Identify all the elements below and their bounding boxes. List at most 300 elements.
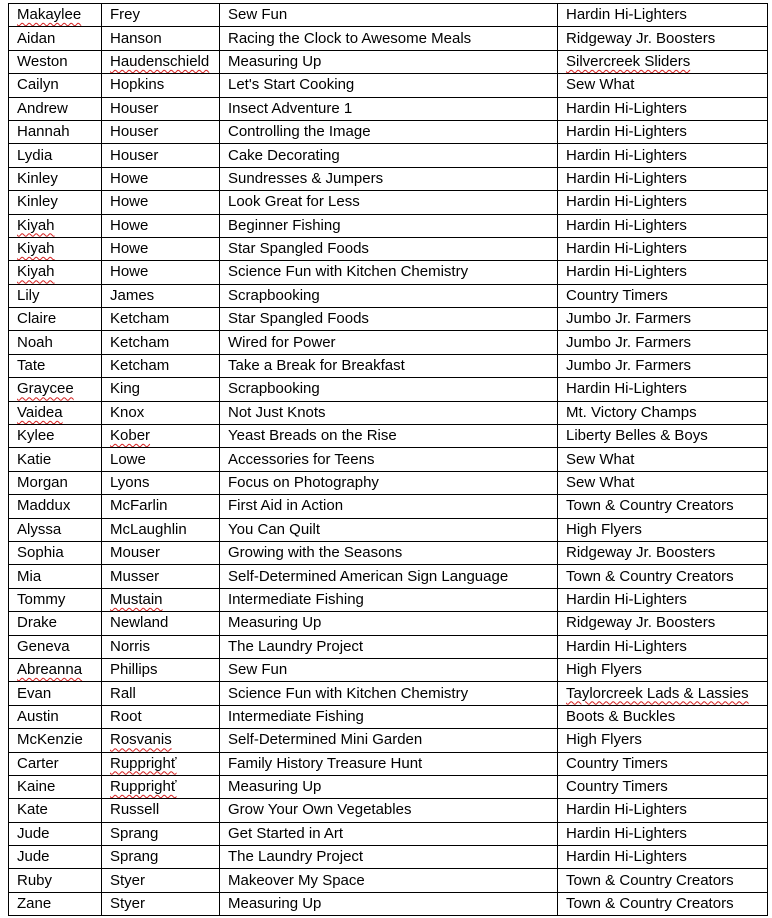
cell-project (220, 425, 558, 448)
cell-project (220, 401, 558, 424)
last-name-text: Musser (110, 567, 160, 585)
cell-last-name (102, 775, 220, 798)
first-name-text: Sophia (17, 544, 64, 562)
club-text: High Flyers (566, 661, 642, 679)
cell-project (220, 495, 558, 518)
last-name-text: James (110, 286, 155, 304)
first-name-text: Kaine (17, 778, 56, 796)
first-name-text: Carter (17, 754, 59, 772)
club-text: High Flyers (566, 520, 642, 538)
cell-first-name (9, 799, 102, 822)
cell-first-name (9, 191, 102, 214)
cell-project (220, 50, 558, 73)
table-row (9, 50, 768, 73)
cell-project (220, 237, 558, 260)
cell-club (558, 635, 768, 658)
cell-club (558, 565, 768, 588)
cell-last-name (102, 752, 220, 775)
last-name-text: Rupprighť (110, 754, 177, 772)
cell-club (558, 775, 768, 798)
cell-last-name (102, 308, 220, 331)
first-name-text: Kinley (17, 169, 58, 187)
cell-first-name (9, 4, 102, 27)
cell-last-name (102, 799, 220, 822)
last-name-text: Phillips (110, 661, 158, 679)
cell-club (558, 4, 768, 27)
table-row (9, 729, 768, 752)
cell-first-name (9, 167, 102, 190)
cell-last-name (102, 214, 220, 237)
project-text: Sew Fun (228, 6, 288, 24)
cell-first-name (9, 892, 102, 915)
club-text: Ridgeway Jr. Boosters (566, 614, 716, 632)
first-name-text: Noah (17, 333, 53, 351)
cell-last-name (102, 588, 220, 611)
cell-project (220, 261, 558, 284)
last-name-text: Howe (110, 169, 149, 187)
cell-last-name (102, 378, 220, 401)
project-text: Grow Your Own Vegetables (228, 801, 412, 819)
last-name-text: King (110, 380, 141, 398)
cell-club (558, 588, 768, 611)
last-name-text: Ketcham (110, 333, 170, 351)
last-name-text: Root (110, 707, 142, 725)
cell-project (220, 775, 558, 798)
cell-club (558, 846, 768, 869)
cell-first-name (9, 635, 102, 658)
cell-last-name (102, 658, 220, 681)
cell-first-name (9, 822, 102, 845)
cell-club (558, 261, 768, 284)
table-row (9, 846, 768, 869)
cell-project (220, 541, 558, 564)
cell-first-name (9, 261, 102, 284)
last-name-text: Howe (110, 240, 149, 258)
cell-club (558, 120, 768, 143)
first-name-text: Jude (17, 824, 50, 842)
cell-club (558, 214, 768, 237)
project-text: Yeast Breads on the Rise (228, 427, 397, 445)
project-text: Not Just Knots (228, 403, 326, 421)
project-text: Beginner Fishing (228, 216, 341, 234)
first-name-text: Andrew (17, 99, 68, 117)
first-name-text: Maddux (17, 497, 71, 515)
table-row (9, 705, 768, 728)
project-text: Makeover My Space (228, 871, 365, 889)
cell-last-name (102, 354, 220, 377)
first-name-text: Hannah (17, 123, 70, 141)
club-text: Ridgeway Jr. Boosters (566, 29, 716, 47)
cell-first-name (9, 658, 102, 681)
cell-last-name (102, 565, 220, 588)
first-name-text: Aidan (17, 29, 56, 47)
first-name-text: Evan (17, 684, 52, 702)
club-text: Liberty Belles & Boys (566, 427, 708, 445)
cell-project (220, 518, 558, 541)
cell-first-name (9, 74, 102, 97)
cell-first-name (9, 846, 102, 869)
table-row (9, 237, 768, 260)
cell-club (558, 144, 768, 167)
club-text: Town & Country Creators (566, 871, 734, 889)
project-text: Cake Decorating (228, 146, 340, 164)
club-text: Boots & Buckles (566, 707, 676, 725)
table-row (9, 308, 768, 331)
cell-first-name (9, 378, 102, 401)
club-text: Hardin Hi-Lighters (566, 99, 687, 117)
project-text: Take a Break for Breakfast (228, 357, 405, 375)
cell-project (220, 378, 558, 401)
cell-last-name (102, 612, 220, 635)
last-name-text: Haudenschield (110, 52, 210, 70)
cell-club (558, 705, 768, 728)
club-text: Hardin Hi-Lighters (566, 263, 687, 281)
project-text: Measuring Up (228, 895, 322, 913)
cell-project (220, 331, 558, 354)
cell-last-name (102, 635, 220, 658)
cell-last-name (102, 74, 220, 97)
first-name-text: Lily (17, 286, 40, 304)
cell-project (220, 658, 558, 681)
first-name-text: Ruby (17, 871, 53, 889)
project-text: Intermediate Fishing (228, 590, 364, 608)
cell-first-name (9, 214, 102, 237)
first-name-text: Kiyah (17, 240, 55, 258)
table-row (9, 799, 768, 822)
last-name-text: Houser (110, 123, 159, 141)
cell-first-name (9, 682, 102, 705)
table-row (9, 214, 768, 237)
table-row (9, 120, 768, 143)
first-name-text: Geneva (17, 637, 70, 655)
cell-club (558, 74, 768, 97)
cell-club (558, 27, 768, 50)
club-text: Silvercreek Sliders (566, 52, 691, 70)
first-name-text: Graycee (17, 380, 74, 398)
project-text: Get Started in Art (228, 824, 344, 842)
cell-first-name (9, 541, 102, 564)
project-text: Measuring Up (228, 778, 322, 796)
table-row (9, 27, 768, 50)
cell-last-name (102, 425, 220, 448)
table-row (9, 401, 768, 424)
cell-first-name (9, 97, 102, 120)
cell-last-name (102, 892, 220, 915)
cell-project (220, 799, 558, 822)
cell-first-name (9, 588, 102, 611)
project-text: The Laundry Project (228, 848, 364, 866)
first-name-text: Tommy (17, 590, 66, 608)
last-name-text: Hanson (110, 29, 162, 47)
project-text: First Aid in Action (228, 497, 344, 515)
cell-last-name (102, 869, 220, 892)
project-text: Measuring Up (228, 614, 322, 632)
cell-club (558, 97, 768, 120)
cell-first-name (9, 144, 102, 167)
cell-last-name (102, 120, 220, 143)
cell-first-name (9, 869, 102, 892)
first-name-text: Cailyn (17, 76, 59, 94)
last-name-text: Sprang (110, 824, 159, 842)
cell-first-name (9, 729, 102, 752)
table-row (9, 518, 768, 541)
first-name-text: Drake (17, 614, 58, 632)
cell-last-name (102, 284, 220, 307)
table-row (9, 822, 768, 845)
project-text: The Laundry Project (228, 637, 364, 655)
first-name-text: Kate (17, 801, 48, 819)
cell-last-name (102, 541, 220, 564)
first-name-text: Tate (17, 357, 46, 375)
cell-last-name (102, 822, 220, 845)
cell-last-name (102, 401, 220, 424)
cell-project (220, 612, 558, 635)
club-text: Country Timers (566, 286, 668, 304)
cell-club (558, 752, 768, 775)
cell-first-name (9, 471, 102, 494)
cell-last-name (102, 682, 220, 705)
table-row (9, 331, 768, 354)
cell-project (220, 682, 558, 705)
cell-project (220, 97, 558, 120)
last-name-text: Norris (110, 637, 150, 655)
club-text: Ridgeway Jr. Boosters (566, 544, 716, 562)
first-name-text: Kylee (17, 427, 55, 445)
cell-last-name (102, 167, 220, 190)
cell-last-name (102, 495, 220, 518)
cell-club (558, 869, 768, 892)
last-name-text: Hopkins (110, 76, 165, 94)
last-name-text: Lyons (110, 474, 150, 491)
project-text: Measuring Up (228, 52, 322, 70)
cell-first-name (9, 565, 102, 588)
club-text: Jumbo Jr. Farmers (566, 310, 692, 328)
cell-club (558, 822, 768, 845)
first-name-text: Austin (17, 707, 59, 725)
table-row (9, 471, 768, 494)
cell-first-name (9, 495, 102, 518)
last-name-text: Lowe (110, 450, 146, 468)
last-name-text: Frey (110, 6, 140, 24)
table-row (9, 658, 768, 681)
cell-first-name (9, 425, 102, 448)
last-name-text: Kober (110, 427, 151, 445)
project-text: Science Fun with Kitchen Chemistry (228, 684, 469, 702)
club-text: Hardin Hi-Lighters (566, 146, 687, 164)
club-text: Town & Country Creators (566, 497, 734, 515)
cell-project (220, 308, 558, 331)
first-name-text: Kiyah (17, 263, 55, 281)
cell-project (220, 822, 558, 845)
table-row (9, 869, 768, 892)
last-name-text: Styer (110, 895, 146, 913)
last-name-text: Mouser (110, 544, 161, 562)
last-name-text: Rall (110, 684, 136, 702)
table-row (9, 74, 768, 97)
cell-club (558, 50, 768, 73)
project-text: Scrapbooking (228, 380, 320, 398)
first-name-text: Alyssa (17, 520, 62, 538)
project-text: Self-Determined Mini Garden (228, 731, 423, 749)
cell-club (558, 167, 768, 190)
club-text: Jumbo Jr. Farmers (566, 357, 692, 375)
cell-last-name (102, 729, 220, 752)
table-row (9, 425, 768, 448)
first-name-text: Weston (17, 52, 68, 70)
club-text: Town & Country Creators (566, 567, 734, 585)
cell-first-name (9, 752, 102, 775)
project-text: Wired for Power (228, 333, 336, 351)
first-name-text: Claire (17, 310, 57, 328)
club-text: Jumbo Jr. Farmers (566, 333, 692, 351)
cell-club (558, 191, 768, 214)
table-row (9, 541, 768, 564)
club-text: Sew What (566, 450, 635, 468)
club-text: Hardin Hi-Lighters (566, 801, 687, 819)
table-row (9, 495, 768, 518)
cell-first-name (9, 237, 102, 260)
club-text: Hardin Hi-Lighters (566, 590, 687, 608)
cell-project (220, 752, 558, 775)
project-text: Intermediate Fishing (228, 707, 364, 725)
table-row (9, 378, 768, 401)
club-text: High Flyers (566, 731, 642, 749)
cell-last-name (102, 448, 220, 471)
cell-project (220, 4, 558, 27)
table-row (9, 682, 768, 705)
project-text: Look Great for Less (228, 193, 360, 211)
cell-club (558, 331, 768, 354)
cell-project (220, 27, 558, 50)
first-name-text: Morgan (17, 474, 68, 491)
first-name-text: Abreanna (17, 661, 83, 679)
cell-club (558, 682, 768, 705)
club-text: Hardin Hi-Lighters (566, 380, 687, 398)
cell-project (220, 354, 558, 377)
project-text: Accessories for Teens (228, 450, 375, 468)
project-text: Growing with the Seasons (228, 544, 403, 562)
cell-club (558, 495, 768, 518)
cell-project (220, 214, 558, 237)
first-name-text: Zane (17, 895, 52, 913)
cell-project (220, 869, 558, 892)
cell-last-name (102, 97, 220, 120)
first-name-text: Lydia (17, 146, 53, 164)
cell-project (220, 892, 558, 915)
cell-last-name (102, 846, 220, 869)
last-name-text: Houser (110, 99, 159, 117)
project-text: Star Spangled Foods (228, 240, 369, 258)
table-row (9, 261, 768, 284)
cell-last-name (102, 261, 220, 284)
project-text: Insect Adventure 1 (228, 99, 353, 117)
first-name-text: Vaidea (17, 403, 63, 421)
first-name-text: Kiyah (17, 216, 55, 234)
last-name-text: Sprang (110, 848, 159, 866)
cell-last-name (102, 27, 220, 50)
cell-first-name (9, 401, 102, 424)
table-row (9, 167, 768, 190)
table-row (9, 892, 768, 915)
project-text: Sew Fun (228, 661, 288, 679)
cell-first-name (9, 284, 102, 307)
cell-last-name (102, 471, 220, 494)
table-row (9, 97, 768, 120)
cell-club (558, 729, 768, 752)
table-row (9, 448, 768, 471)
last-name-text: Howe (110, 216, 149, 234)
cell-club (558, 425, 768, 448)
club-text: Hardin Hi-Lighters (566, 848, 687, 866)
cell-club (558, 892, 768, 915)
project-text: Sundresses & Jumpers (228, 169, 384, 187)
cell-project (220, 635, 558, 658)
last-name-text: McFarlin (110, 497, 168, 515)
last-name-text: Newland (110, 614, 169, 632)
project-text: Science Fun with Kitchen Chemistry (228, 263, 469, 281)
cell-project (220, 565, 558, 588)
last-name-text: McLaughlin (110, 520, 187, 538)
project-text: Self-Determined American Sign Language (228, 567, 509, 585)
roster-body (9, 4, 768, 916)
club-text: Mt. Victory Champs (566, 403, 697, 421)
club-text: Hardin Hi-Lighters (566, 6, 687, 24)
first-name-text: Makaylee (17, 6, 82, 24)
last-name-text: Houser (110, 146, 159, 164)
last-name-text: Howe (110, 193, 149, 211)
cell-project (220, 191, 558, 214)
cell-last-name (102, 144, 220, 167)
first-name-text: McKenzie (17, 731, 83, 749)
cell-club (558, 237, 768, 260)
cell-club (558, 354, 768, 377)
club-text: Sew What (566, 474, 635, 491)
cell-first-name (9, 120, 102, 143)
last-name-text: Rupprighť (110, 778, 177, 796)
club-text: Country Timers (566, 754, 668, 772)
last-name-text: Ketcham (110, 310, 170, 328)
table-row (9, 612, 768, 635)
cell-project (220, 471, 558, 494)
table-row (9, 588, 768, 611)
club-text: Hardin Hi-Lighters (566, 193, 687, 211)
cell-first-name (9, 775, 102, 798)
cell-project (220, 448, 558, 471)
cell-first-name (9, 448, 102, 471)
cell-club (558, 448, 768, 471)
first-name-text: Mia (17, 567, 42, 585)
club-text: Hardin Hi-Lighters (566, 123, 687, 141)
cell-first-name (9, 354, 102, 377)
cell-first-name (9, 50, 102, 73)
project-text: Racing the Clock to Awesome Meals (228, 29, 472, 47)
table-row (9, 4, 768, 27)
project-text: Focus on Photography (228, 474, 379, 491)
cell-club (558, 378, 768, 401)
cell-project (220, 74, 558, 97)
club-text: Town & Country Creators (566, 895, 734, 913)
project-text: You Can Quilt (228, 520, 321, 538)
table-row (9, 191, 768, 214)
club-text: Sew What (566, 76, 635, 94)
cell-club (558, 471, 768, 494)
cell-first-name (9, 518, 102, 541)
cell-club (558, 401, 768, 424)
cell-first-name (9, 612, 102, 635)
cell-project (220, 167, 558, 190)
cell-last-name (102, 237, 220, 260)
club-text: Hardin Hi-Lighters (566, 216, 687, 234)
